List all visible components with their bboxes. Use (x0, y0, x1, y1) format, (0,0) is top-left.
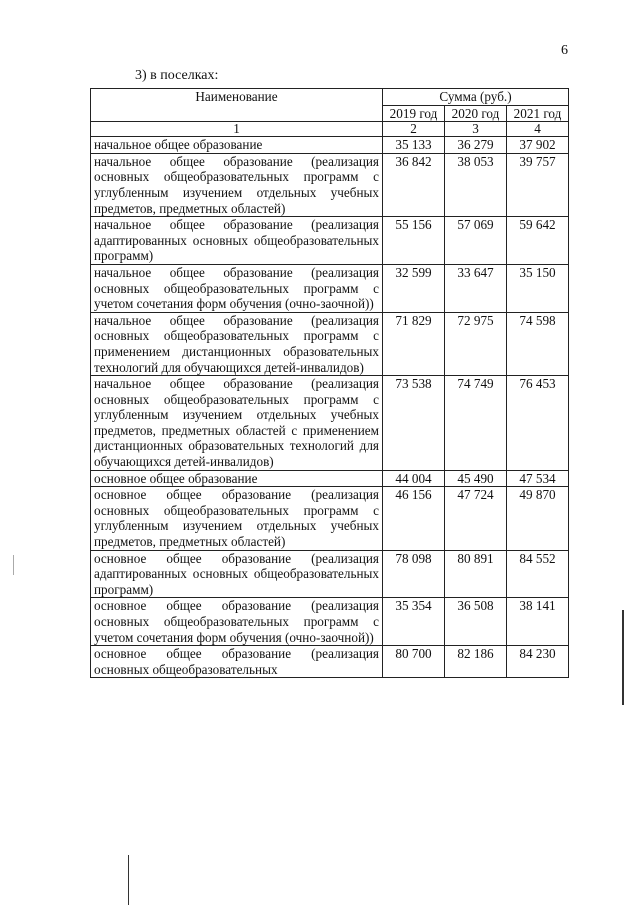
amount-2019: 32 599 (383, 264, 445, 312)
amount-2020: 45 490 (445, 470, 507, 487)
name-column-header: Наименование (91, 89, 383, 122)
column-number: 1 (91, 122, 383, 137)
page-number: 6 (561, 43, 568, 58)
amount-2020: 47 724 (445, 487, 507, 550)
education-type: начальное общее образование (реализация основных общеобразовательных программ с углубленным изучением отдельных учебных предметов, предметных областей) (91, 153, 383, 216)
amount-2020: 36 508 (445, 598, 507, 646)
amount-2020: 82 186 (445, 646, 507, 678)
amount-2019: 55 156 (383, 217, 445, 265)
amount-2021: 35 150 (507, 264, 569, 312)
amount-2021: 59 642 (507, 217, 569, 265)
amount-2019: 35 354 (383, 598, 445, 646)
amount-2019: 78 098 (383, 550, 445, 598)
column-number: 3 (445, 122, 507, 137)
amount-2021: 47 534 (507, 470, 569, 487)
amount-2020: 80 891 (445, 550, 507, 598)
section-heading: 3) в поселках: (135, 68, 219, 83)
table-row (91, 376, 569, 471)
scan-artifact-line (128, 855, 129, 905)
amount-2021: 39 757 (507, 153, 569, 216)
table-row (91, 598, 569, 646)
table-row (91, 470, 569, 487)
header-row (91, 89, 569, 106)
cost-table (90, 88, 569, 678)
amount-2019: 36 842 (383, 153, 445, 216)
table-row (91, 264, 569, 312)
amount-2019: 80 700 (383, 646, 445, 678)
amount-2020: 33 647 (445, 264, 507, 312)
column-number: 2 (383, 122, 445, 137)
amount-2019: 46 156 (383, 487, 445, 550)
amount-2021: 49 870 (507, 487, 569, 550)
education-type: начальное общее образование (реализация основных общеобразовательных программ с применением дистанционных образовательных технологий для обучающихся детей-инвалидов) (91, 312, 383, 375)
amount-2019: 35 133 (383, 137, 445, 154)
column-number-row (91, 122, 569, 137)
table-row (91, 217, 569, 265)
year-2021-header: 2021 год (507, 105, 569, 122)
scan-artifact-line (13, 555, 14, 575)
table-row (91, 550, 569, 598)
education-type: основное общее образование (реализация основных общеобразовательных программ с учетом сочетания форм обучения (очно-заочной)) (91, 598, 383, 646)
amount-2020: 74 749 (445, 376, 507, 471)
year-2019-header: 2019 год (383, 105, 445, 122)
amount-2020: 72 975 (445, 312, 507, 375)
amount-2021: 38 141 (507, 598, 569, 646)
year-2020-header: 2020 год (445, 105, 507, 122)
education-type: основное общее образование (реализация основных общеобразовательных (91, 646, 383, 678)
amount-2021: 84 552 (507, 550, 569, 598)
education-type: начальное общее образование (реализация адаптированных основных общеобразовательных программ) (91, 217, 383, 265)
table-row (91, 312, 569, 375)
table-row (91, 153, 569, 216)
table-row (91, 646, 569, 678)
amount-2019: 73 538 (383, 376, 445, 471)
amount-2021: 76 453 (507, 376, 569, 471)
amount-2021: 74 598 (507, 312, 569, 375)
table-row (91, 487, 569, 550)
education-type: основное общее образование (реализация адаптированных основных общеобразовательных программ) (91, 550, 383, 598)
amount-2019: 44 004 (383, 470, 445, 487)
education-type: начальное общее образование (реализация основных общеобразовательных программ с учетом сочетания форм обучения (очно-заочной)) (91, 264, 383, 312)
education-type: начальное общее образование (реализация основных общеобразовательных программ с углубленным изучением отдельных учебных предметов, предметных областей с применением дистанционных образовательных технологий для обучающихся детей-инвалидов) (91, 376, 383, 471)
amount-2021: 84 230 (507, 646, 569, 678)
column-number: 4 (507, 122, 569, 137)
table-row (91, 137, 569, 154)
amount-2020: 38 053 (445, 153, 507, 216)
amount-2020: 36 279 (445, 137, 507, 154)
education-type: начальное общее образование (91, 137, 383, 154)
education-type: основное общее образование (реализация основных общеобразовательных программ с углубленным изучением отдельных учебных предметов, предметных областей) (91, 487, 383, 550)
scan-artifact-line (622, 610, 624, 705)
amount-2019: 71 829 (383, 312, 445, 375)
sum-column-header: Сумма (руб.) (383, 89, 569, 106)
education-type: основное общее образование (91, 470, 383, 487)
amount-2020: 57 069 (445, 217, 507, 265)
amount-2021: 37 902 (507, 137, 569, 154)
